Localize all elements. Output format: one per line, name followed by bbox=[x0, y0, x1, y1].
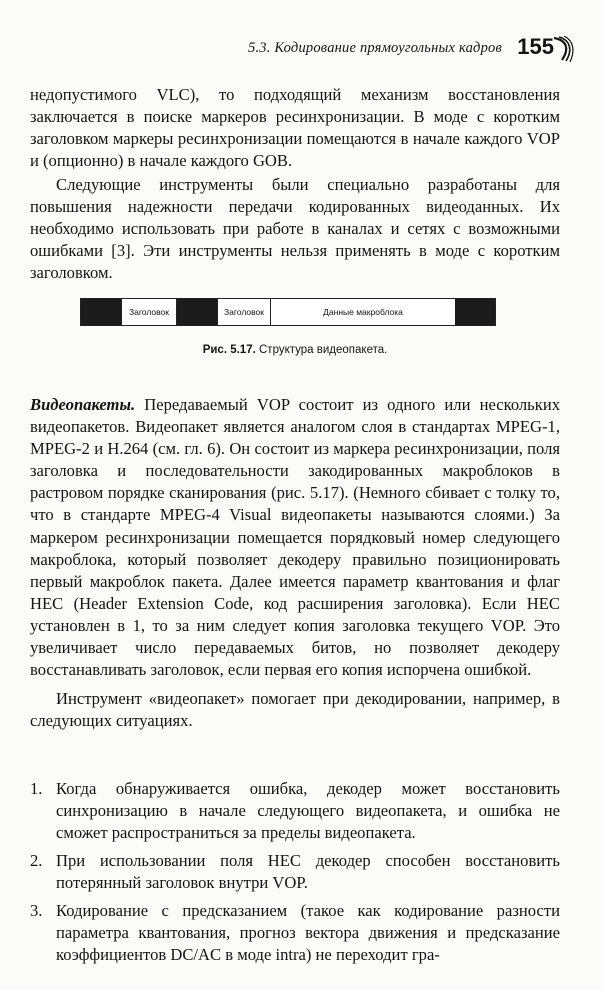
paragraph-body: Передаваемый VOP состоит из одного или нескольких видеопакетов. Видеопакет является аналогом слоя в стандартах MPEG-1, MPEG-2 и H.264 (см. гл. 6). Он состоит из маркера ресинхронизации, поля заголовка и последовательности закодированных макроблоков в растровом порядке сканирования (рис. 5.17). (Немного сбивает с толку то, что в стандарте MPEG-4 Visual видеопакеты называются слоями.) За маркером ресинхронизации помещается порядковый номер следующего макроблока, который позволяет декодеру правильно позиционировать первый макроблок пакета. Далее имеется параметр квантования и флаг HEC (Header Extension Code, код расширения заголовка). Если HEC установлен в 1, то за ним следует копия заголовка текущего VOP. Это увеличивает число передаваемых битов, но позволяет декодеру восстанавливать заголовок, если первая его копия испорчена ошибкой. bbox=[30, 395, 560, 680]
list-item-text: Когда обнаруживается ошибка, декодер может восстановить синхронизацию в начале следующего видеопакета, и ошибка не сможет распространиться за пределы видеопакета. bbox=[56, 779, 560, 843]
page-number: 155 bbox=[517, 34, 554, 59]
figure-video-packet bbox=[80, 298, 496, 328]
running-head bbox=[30, 36, 560, 60]
figure-caption bbox=[30, 344, 560, 356]
macroblock-data-segment: Данные макроблока bbox=[323, 307, 403, 317]
header-segment-2: Заголовок bbox=[217, 299, 271, 325]
list-item-text: При использовании поля HEC декодер способен восстановить потерянный заголовок внутри VOP. bbox=[56, 851, 560, 893]
list-item-number: 1. bbox=[30, 779, 43, 798]
list-item-number: 2. bbox=[30, 851, 43, 870]
paragraph-tools-intro: Следующие инструменты были специально разработаны для повышения надежности передачи кодированных видеоданных. Их необходимо использовать при работе в каналах и сетях с возможными ошибками [3]. Эти инструменты нельзя применять в моде с коротким заголовком. bbox=[30, 175, 560, 283]
caption-label: Рис. 5.17. bbox=[202, 344, 256, 356]
paragraph-continuation: недопустимого VLC), то подходящий механизм восстановления заключается в поиске маркеров ресинхронизации. В моде с коротким заголовком маркеры ресинхронизации помещаются в начале каждого VOP и (опционно) в начале каждого GOB. bbox=[30, 85, 560, 171]
caption-text: Структура видеопакета. bbox=[255, 344, 388, 356]
header-segment-1: Заголовок bbox=[121, 299, 177, 325]
next-marker-segment bbox=[455, 299, 495, 325]
paragraph-tool-usage: Инструмент «видеопакет» помогает при декодировании, например, в следующих ситуациях. bbox=[30, 689, 560, 731]
resync-marker-segment bbox=[81, 299, 121, 325]
video-packet-diagram bbox=[80, 298, 496, 326]
list-item-text: Кодирование с предсказанием (такое как кодирование разности параметра квантования, прогноз вектора движения и предсказание коэффициентов DC/AC в моде intra) не переходит гра- bbox=[56, 901, 560, 965]
marker-segment-2 bbox=[177, 299, 217, 325]
paragraph-video-packets bbox=[30, 394, 560, 681]
running-title: 5.3. Кодирование прямоугольных кадров bbox=[248, 40, 502, 56]
page-corner-mark-icon bbox=[552, 36, 574, 62]
list-item-number: 3. bbox=[30, 901, 43, 920]
run-in-heading: Видеопакеты. bbox=[30, 395, 136, 414]
